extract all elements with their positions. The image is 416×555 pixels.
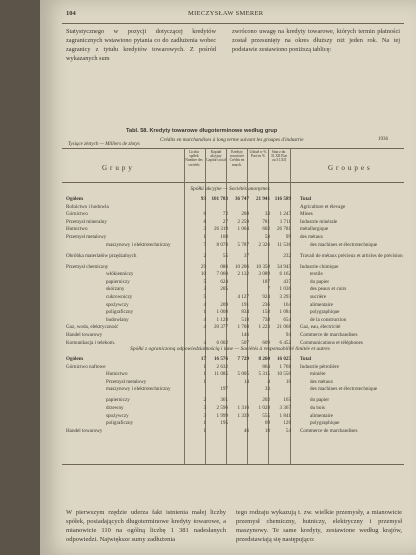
row-value: 1 (203, 378, 206, 385)
row-label-pl: maszynowy i elektrotechniczny (106, 386, 171, 393)
row-value: 507 (241, 339, 249, 346)
row-value: 6 452 (279, 339, 291, 346)
row-value: 18 (264, 427, 270, 434)
row-value: 205 (220, 286, 228, 293)
row-value: 924 (262, 294, 270, 300)
row-label-fr: Total (300, 356, 312, 362)
row-value: 3 089 (258, 271, 270, 278)
table-top-rule (62, 148, 404, 149)
row-value: 2 132 (237, 271, 249, 278)
row-value: 10 (200, 271, 206, 278)
table-row (66, 413, 408, 420)
table-caption-fr: Crédits en marchandises à long terme suivant les groupes d'industrie (160, 137, 304, 143)
row-value: 69 (264, 420, 270, 427)
row-label-pl: spożywczy (106, 412, 129, 419)
row-value: 26 319 (213, 226, 228, 233)
section-title-spzoo: Spółki z ograniczoną odpowiedzialnością i inne — Sociétés à responsabilité limitée et autres (130, 346, 330, 352)
table-row (66, 332, 408, 339)
row-value: 3 (203, 226, 206, 233)
grupy-heading: Grupy (102, 164, 135, 172)
row-label-fr: Industrie chimique (300, 263, 339, 270)
row-value: 58 (264, 234, 270, 240)
row-value: 864 (262, 363, 270, 370)
row-label-fr: textile (310, 271, 323, 278)
row-value: 101 783 (211, 196, 228, 202)
table-row (66, 397, 408, 404)
row-label-pl: Przemysł mineralny (66, 218, 107, 225)
row-label-fr: des métaux (300, 234, 324, 240)
row-value: 2 632 (216, 363, 228, 370)
row-label-pl: poligraficzny (106, 420, 134, 427)
table-row (66, 386, 408, 393)
row-value: 1 036 (279, 286, 291, 293)
row-value: 54 (285, 427, 291, 434)
row-label-fr: Total (300, 196, 312, 202)
row-label-fr: Communications et téléphones (300, 339, 363, 346)
row-label-fr: Industrie minérale (300, 218, 338, 225)
row-value: 5 (203, 278, 206, 285)
row-value: 108 (220, 234, 228, 240)
row-value: 208 (241, 211, 249, 218)
row-value: 21 068 (276, 324, 291, 331)
row-value: 1 028 (258, 405, 270, 411)
row-value: 1 999 (216, 412, 228, 419)
row-label-fr: polygraphique (310, 420, 340, 427)
table-row (66, 219, 408, 226)
row-value: 209 (220, 301, 228, 308)
row-label-pl: skórzany (106, 286, 125, 293)
page-number: 104 (66, 10, 76, 17)
row-value: 7 729 (237, 356, 249, 362)
table-row (66, 264, 408, 271)
row-label-pl: Przemysł metalowy (66, 234, 107, 240)
row-value: 4 (203, 301, 206, 308)
document-page (40, 0, 416, 555)
row-value: 3 367 (279, 405, 291, 411)
table-row (66, 379, 408, 386)
row-label-fr: métallurgique (300, 226, 329, 233)
row-value: 602 (262, 226, 270, 233)
table-row (66, 428, 408, 435)
row-label-pl: drzewny (106, 405, 124, 411)
row-label-pl: spożywczy (106, 301, 129, 308)
row-value: 3 (203, 286, 206, 293)
row-label-fr: du papier (310, 278, 330, 285)
row-value: 834 (241, 309, 249, 316)
row-value: 1 008 (216, 309, 228, 316)
row-value: 29 (200, 263, 206, 270)
row-value: 1 841 (279, 412, 291, 419)
row-value: 164 (283, 301, 291, 308)
table-row (66, 211, 408, 218)
row-label-fr: des peaux et cuirs (310, 286, 347, 293)
row-value: 93 (200, 196, 206, 202)
row-value: 1 768 (279, 363, 291, 370)
row-value: 609 (262, 339, 270, 346)
table-row (66, 242, 408, 249)
row-value: 1 064 (237, 226, 249, 233)
groupes-heading: Groupes (328, 164, 373, 172)
col-header-4: Udział w % Part en % (249, 150, 267, 159)
row-label-pl: papierniczy (106, 397, 130, 404)
table-row (66, 226, 408, 233)
intro-paragraph-right: zwrócono uwagę na kredyty towarowe, których termin płatności został przesunięty na okres dłuższy niż jeden rok. Na tej podstawie zestawiono poniższą tablicę: (232, 28, 400, 53)
row-value: 36 747 (234, 196, 249, 202)
row-value: 624 (220, 278, 228, 285)
row-label-fr: Gaz, eau, électricité (300, 324, 341, 331)
row-label-fr: Travail de métaux précieux et articles de précision (300, 252, 403, 259)
row-label-fr: minière (310, 371, 326, 378)
row-value: 165 (283, 397, 291, 404)
row-label-pl: Hutnictwo (66, 226, 88, 233)
row-value: 3 293 (279, 294, 291, 300)
row-label-pl: papierniczy (106, 278, 130, 285)
row-value: 11 085 (214, 371, 228, 378)
row-value: 437 (283, 278, 291, 285)
row-value: 33 (264, 211, 270, 218)
row-value: 781 (262, 218, 270, 225)
row-value: 46 (243, 427, 249, 434)
row-value: 34 945 (276, 263, 291, 270)
intro-paragraph-left: Statystycznego w pozycji dotyczącej kredytów zagranicznych wstawiono pytania co do zadłużenia wobec zagranicy z tytułu kredytów towarowych. Z pośród wykazanych sum (66, 28, 216, 62)
row-value: 555 (262, 412, 270, 419)
row-value: 16 576 (213, 356, 228, 362)
table-row (66, 253, 408, 260)
table-row (66, 317, 408, 324)
row-value: 11 536 (277, 241, 291, 248)
row-label-pl: włókienniczy (106, 271, 134, 278)
row-label-fr: alimentaire (310, 412, 333, 419)
row-value: 20 377 (213, 324, 228, 331)
row-value: 116 589 (274, 196, 291, 202)
row-value: 37 (243, 252, 249, 259)
row-value: 6 162 (279, 271, 291, 278)
header-bottom-rule (62, 182, 404, 183)
table-row (66, 234, 408, 241)
row-label-fr: Industrie pétrolière (300, 363, 339, 370)
row-value: 5 005 (237, 371, 249, 378)
row-value: 17 (200, 356, 206, 362)
row-value: 8 078 (216, 241, 228, 248)
row-value: 195 (220, 420, 228, 427)
row-label-pl: budowlany (106, 316, 129, 323)
row-value: 8 260 (258, 356, 270, 362)
row-value: 738 (262, 316, 270, 323)
row-label-fr: des métaux (310, 378, 334, 385)
row-value: 1 223 (258, 324, 270, 331)
row-value: 1 339 (237, 412, 249, 419)
row-label-fr: des machines et électrotechnique (310, 241, 378, 248)
table-caption: Tabl. 58. Kredyty towarowe długoterminowe według grup (126, 128, 278, 134)
row-label-fr: Commerce de marchandises (300, 427, 358, 434)
row-value: 1 (203, 420, 206, 427)
row-value: 10 550 (276, 371, 291, 378)
row-value: 7 (267, 286, 270, 293)
row-value: 94 (285, 332, 291, 338)
table-row (66, 340, 408, 347)
row-value: 4 (267, 378, 270, 385)
row-value: 27 (222, 218, 228, 225)
row-value: 10 206 (234, 263, 249, 270)
row-value: 6 002 (216, 339, 228, 346)
row-label-fr: Commerce de marchandises (300, 332, 358, 338)
row-value: 4 (203, 339, 206, 346)
row-value: 5 787 (237, 241, 249, 248)
row-value: 26 781 (276, 226, 291, 233)
row-label-pl: poligraficzny (106, 309, 134, 316)
table-row (66, 324, 408, 331)
table-year: 1936 (378, 137, 388, 142)
row-label-pl: Handel towarowy (66, 332, 103, 338)
row-label-fr: sucrière (310, 294, 327, 300)
page-header (66, 10, 402, 22)
row-label-pl: Rolnictwo i hodowla (66, 203, 109, 210)
row-value: 4 127 (237, 294, 249, 300)
table-row (66, 286, 408, 293)
table-unit: Tysiące złotych — Milliers de zlotys (68, 142, 140, 147)
row-value: 361 (220, 397, 228, 404)
row-value: 1 (203, 427, 206, 434)
row-label-pl: Hutnictwo (106, 371, 128, 378)
row-label-fr: polygraphique (310, 309, 340, 316)
row-value: 3 (203, 405, 206, 411)
row-label-pl: Ogółem (66, 356, 83, 362)
row-label-pl: Handel towarowy (66, 427, 103, 434)
row-label-fr: de la construction (310, 316, 347, 323)
row-label-pl: Przemysł chemiczny (66, 263, 109, 270)
row-value: 4 (203, 316, 206, 323)
row-value: 21 941 (255, 196, 270, 202)
row-value: 518 (241, 316, 249, 323)
row-value: 7 060 (216, 271, 228, 278)
row-value: 10 (285, 378, 291, 385)
row-value: 2 259 (237, 218, 249, 225)
row-label-fr: Agriculture et élevage (300, 203, 346, 210)
col-header-3: Kredyty towarowe Crédits en march. (229, 150, 245, 167)
row-value: 1 708 (237, 324, 249, 331)
row-value: 232 (283, 252, 291, 259)
table-row (66, 356, 408, 363)
row-value: 086 (220, 263, 228, 270)
col-header-5: Stan z dn. 31.XII Etat au 31.XII (270, 150, 288, 163)
table-bottom-rule (62, 464, 404, 465)
section-title-sa: Spółki akcyjne — Sociétés anonymes (190, 186, 270, 192)
row-label-pl: Górnictwo naftowe (66, 363, 106, 370)
row-value: 72 (222, 211, 228, 218)
table-row (66, 204, 408, 211)
row-value: 10 350 (255, 263, 270, 270)
row-value: 126 (283, 420, 291, 427)
row-label-pl: Obróbka materiałów przędzalnych (66, 252, 137, 259)
row-value: 1 128 (216, 316, 228, 323)
table-row (66, 302, 408, 309)
row-value: 1 (203, 234, 206, 240)
row-value: 1 310 (237, 405, 249, 411)
row-value: 146 (241, 332, 249, 338)
row-value: 5 315 (258, 371, 270, 378)
table-row (66, 371, 408, 378)
row-value: 5 (203, 294, 206, 300)
row-value: 33 (264, 386, 270, 393)
row-value: 197 (220, 386, 228, 393)
row-value: 6 (203, 211, 206, 218)
row-value: 1 084 (279, 309, 291, 316)
row-value: 202 (262, 397, 270, 404)
row-value: 7 (203, 241, 206, 248)
row-value: 654 (283, 316, 291, 323)
table-row (66, 405, 408, 412)
table-row (66, 271, 408, 278)
col-header-2: Kapitał akcyjny Capital social (206, 150, 226, 163)
row-value: 1 711 (279, 218, 291, 225)
row-value: 1 (203, 371, 206, 378)
row-value: 55 (222, 252, 228, 259)
row-label-pl: Ogółem (66, 196, 83, 202)
row-value: 16 025 (276, 356, 291, 362)
body-paragraph-left: W pierwszym rzędzie uderza fakt istnienia małej liczby spółek, posiadających długoterminowe kredyty towarowe, a mianowicie 110 na ogólną liczbę 1 381 nadesłanych odpowiedzi. Największe sumy zadłużenia (66, 509, 226, 543)
table-row (66, 279, 408, 286)
row-value: 3 (203, 412, 206, 419)
row-label-fr: alimentaire (310, 301, 333, 308)
table-row (66, 196, 408, 203)
row-value: 1 247 (279, 211, 291, 218)
table-row (66, 309, 408, 316)
row-value: 14 (243, 378, 249, 385)
header-rule (62, 23, 404, 24)
row-value: 2 (203, 252, 206, 259)
table-row (66, 364, 408, 371)
row-value: 158 (262, 309, 270, 316)
row-label-fr: Mines (300, 211, 313, 218)
row-value: 191 (241, 301, 249, 308)
row-value: 2 596 (216, 405, 228, 411)
row-value: 2 326 (258, 241, 270, 248)
row-label-fr: du bois (310, 405, 325, 411)
row-label-pl: maszynowy i elektrotechniczny (106, 241, 171, 248)
col-header-1: Liczba spółek Nombre des sociétés (185, 150, 203, 167)
row-value: 2 (203, 397, 206, 404)
row-value: 236 (262, 301, 270, 308)
row-value: 8 (203, 218, 206, 225)
row-label-fr: du papier (310, 397, 330, 404)
row-value: 187 (262, 278, 270, 285)
body-paragraph-right: tego rodzaju wykazują t. zw. wielkie przemysły, a mianowicie przemysł chemiczny, hutniczy, elektryczny i przemysł maszynowy. Te same kredyty, zestawione według krajów, przedstawiają się następująco: (236, 509, 402, 543)
row-label-pl: cukrowniczy (106, 294, 133, 300)
row-label-pl: Przemysł metalowy (106, 378, 147, 385)
row-label-pl: Gaz, woda, elektryczność (66, 324, 119, 331)
running-title: MIECZYSŁAW SMERER (188, 10, 264, 17)
row-label-fr: des machines et électrotechnique (310, 386, 378, 393)
table-row (66, 294, 408, 301)
row-label-pl: Górnictwo (66, 211, 88, 218)
table-row (66, 420, 408, 427)
row-value: 1 (203, 363, 206, 370)
row-value: 4 (203, 324, 206, 331)
row-label-pl: Komunikacja i telekom. (66, 339, 116, 346)
row-value: 99 (285, 234, 291, 240)
row-value: 1 (203, 309, 206, 316)
